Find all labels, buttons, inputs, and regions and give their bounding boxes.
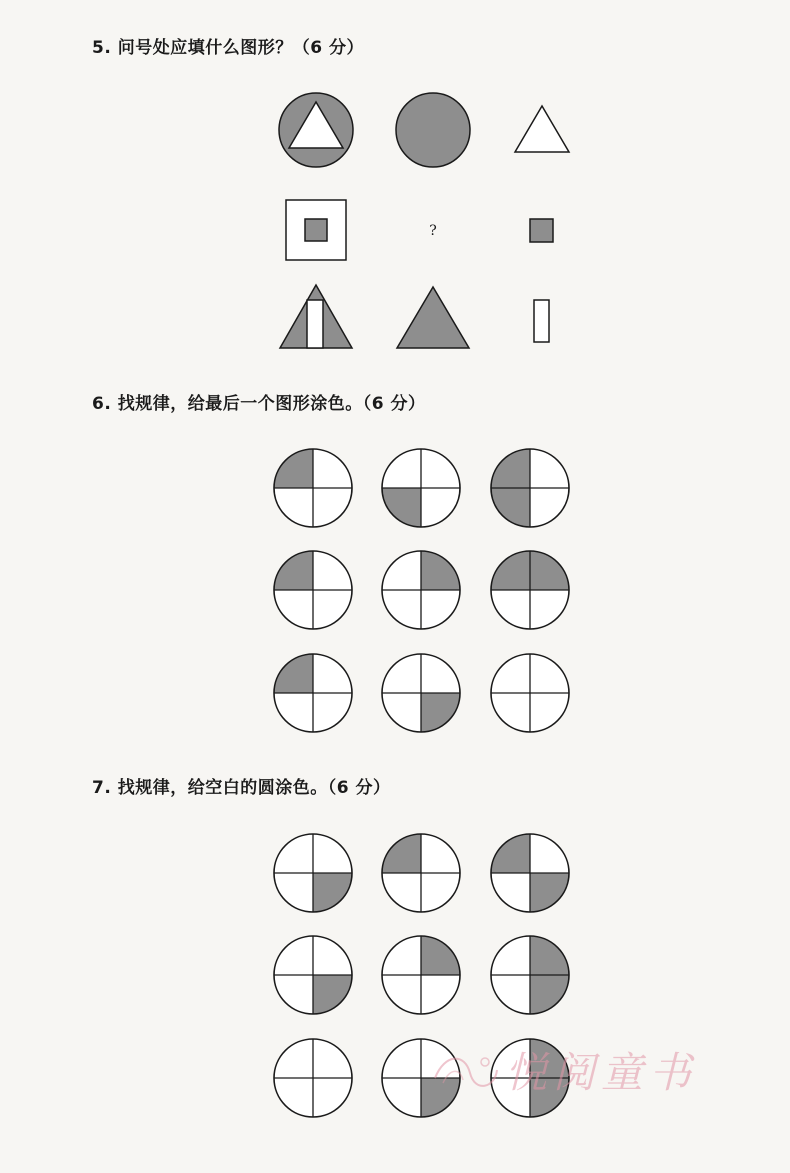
small-shaded-square-figure bbox=[530, 219, 553, 242]
q6-circle-r2c1 bbox=[274, 551, 352, 629]
question-7-title: 7. 找规律，给空白的圆涂色。（6 分） bbox=[92, 778, 391, 798]
q5-figure-grid bbox=[0, 80, 790, 370]
q6-circle-r3c3 bbox=[491, 654, 569, 732]
q7-circle-r3c1 bbox=[274, 1039, 352, 1117]
circle-with-triangle-figure bbox=[279, 93, 353, 167]
q7-circle-r2c2 bbox=[382, 936, 460, 1014]
shaded-triangle-figure bbox=[397, 287, 469, 348]
q7-circle-r2c1 bbox=[274, 936, 352, 1014]
question-5-title: 5. 问号处应填什么图形？（6 分） bbox=[92, 38, 364, 58]
question-mark: ? bbox=[429, 223, 437, 239]
q6-circle-r1c1 bbox=[274, 449, 352, 527]
q6-circle-r2c3 bbox=[491, 551, 569, 629]
q7-circle-r2c3 bbox=[491, 936, 569, 1014]
watermark-text: 悦阅童书 bbox=[505, 1048, 698, 1097]
q6-circle-r2c2 bbox=[382, 551, 460, 629]
q6-circle-r3c2 bbox=[382, 654, 460, 732]
q7-circle-r1c2 bbox=[382, 834, 460, 912]
q6-circle-grid bbox=[0, 440, 790, 740]
question-6-title: 6. 找规律，给最后一个图形涂色。（6 分） bbox=[92, 394, 426, 414]
q6-circle-r1c2 bbox=[382, 449, 460, 527]
triangle-figure bbox=[515, 106, 569, 152]
q6-circle-r3c1 bbox=[274, 654, 352, 732]
watermark-ornament-icon bbox=[425, 1048, 505, 1098]
q6-circle-r1c3 bbox=[491, 449, 569, 527]
square-with-small-square-figure bbox=[286, 200, 346, 260]
rectangle-figure bbox=[534, 300, 549, 342]
triangle-with-rectangle-figure bbox=[280, 285, 352, 348]
q7-circle-r1c3 bbox=[491, 834, 569, 912]
q7-circle-r1c1 bbox=[274, 834, 352, 912]
shaded-circle-figure bbox=[396, 93, 470, 167]
